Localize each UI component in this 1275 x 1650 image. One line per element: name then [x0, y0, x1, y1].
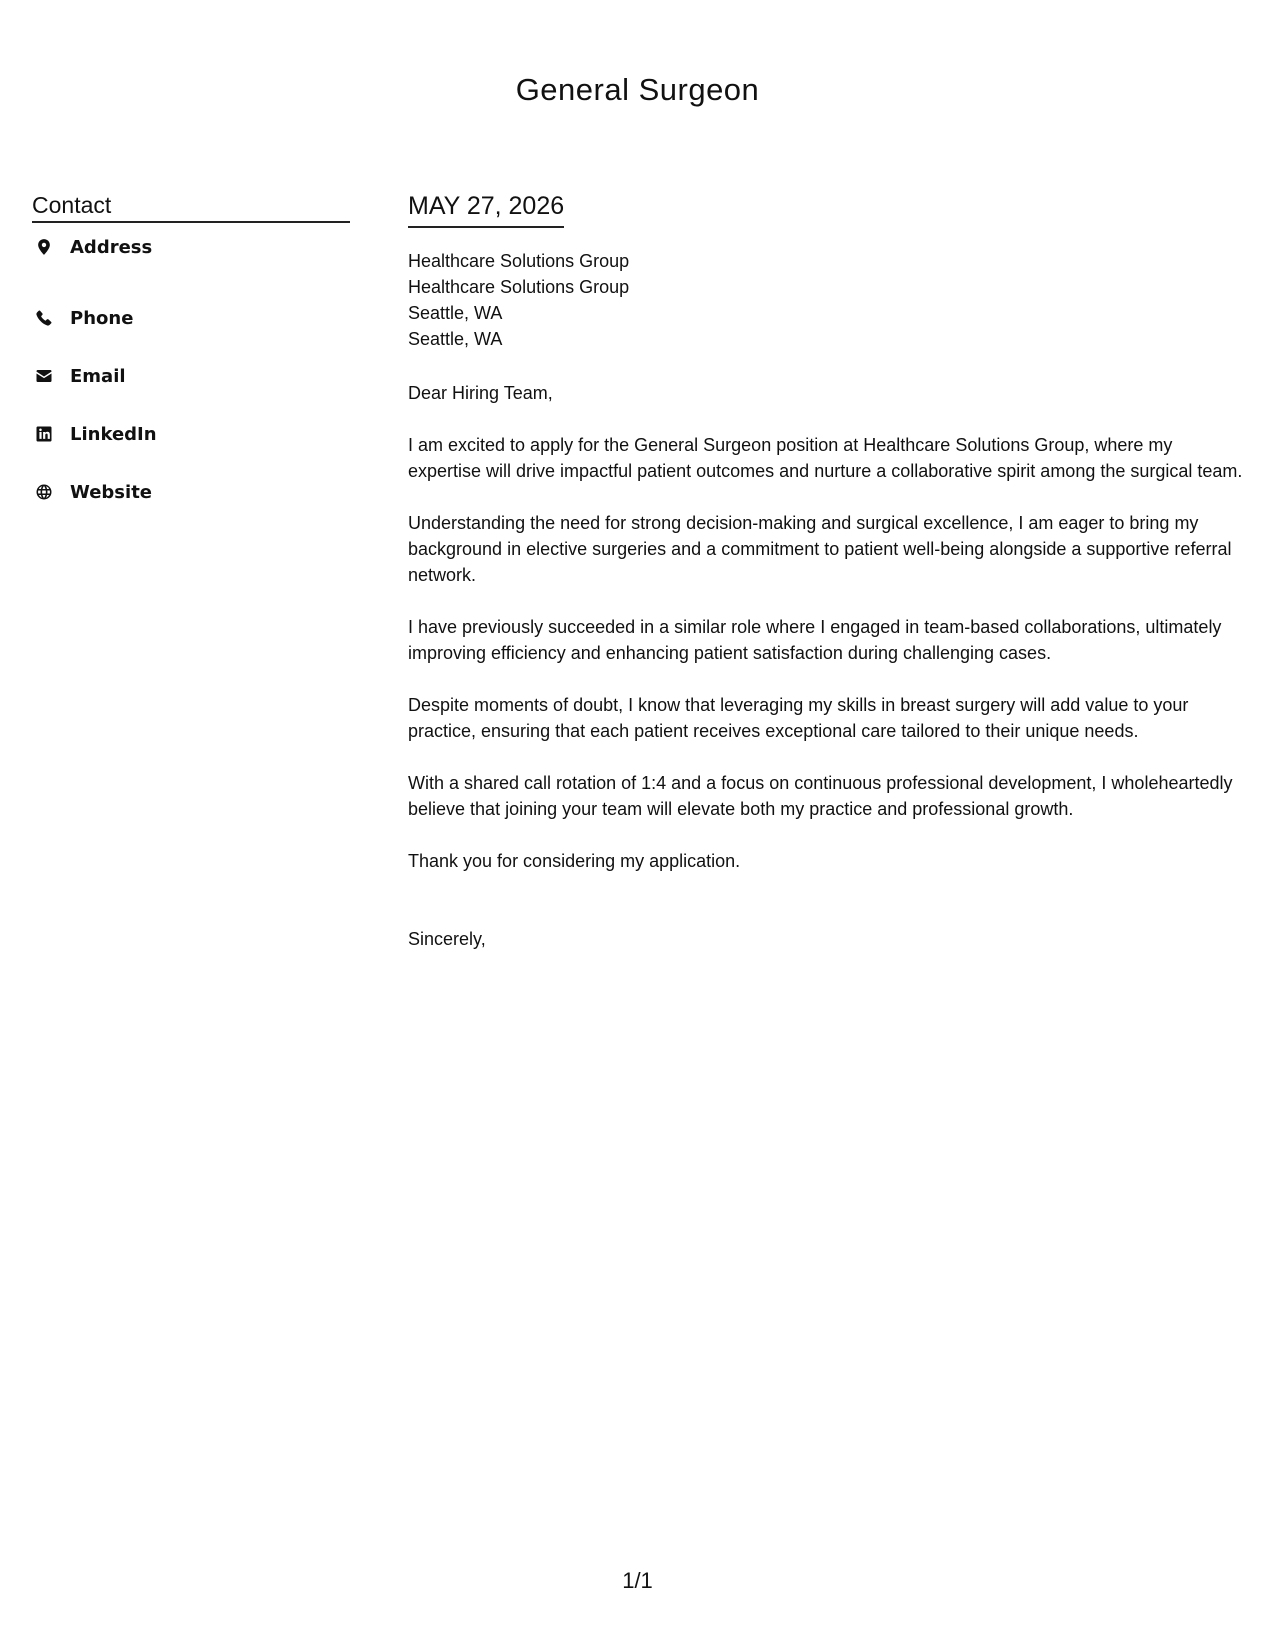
- contact-item-address[interactable]: [32, 231, 350, 263]
- page-number: 1/1: [622, 1568, 653, 1593]
- phone-icon: [34, 308, 54, 328]
- letter-date: MAY 27, 2026: [408, 192, 564, 228]
- recipient-block: [408, 248, 1244, 352]
- contact-label-address: Address: [70, 236, 153, 258]
- contact-sidebar: [32, 192, 350, 521]
- contact-heading: Contact: [32, 192, 350, 223]
- page-title: General Surgeon: [515, 72, 760, 107]
- letter-main: [408, 192, 1244, 952]
- globe-icon: [34, 482, 54, 502]
- recipient-line: Seattle, WA: [408, 329, 503, 349]
- letter-closing: Sincerely,: [408, 929, 486, 949]
- recipient-line: Healthcare Solutions Group: [408, 277, 630, 297]
- linkedin-icon: [34, 424, 54, 444]
- contact-label-phone: Phone: [70, 307, 134, 329]
- recipient-line: Seattle, WA: [408, 303, 503, 323]
- contact-label-website: Website: [70, 481, 153, 503]
- body-paragraph: I have previously succeeded in a similar role where I engaged in team-based collaborations, ultimately improving efficiency and enhancing patient satisfaction during challenging cases.: [408, 617, 1222, 663]
- envelope-icon: [34, 366, 54, 386]
- contact-item-phone[interactable]: [32, 289, 350, 347]
- body-paragraph: I am excited to apply for the General Surgeon position at Healthcare Solutions Group, where my expertise will drive impactful patient outcomes and nurture a collaborative spirit among the surgical team.: [408, 435, 1243, 481]
- contact-item-email[interactable]: [32, 347, 350, 405]
- contact-item-website[interactable]: [32, 463, 350, 521]
- body-paragraph: Despite moments of doubt, I know that leveraging my skills in breast surgery will add value to your practice, ensuring that each patient receives exceptional care tailored to their unique needs.: [408, 695, 1189, 741]
- recipient-line: Healthcare Solutions Group: [408, 251, 630, 271]
- contact-label-email: Email: [70, 365, 126, 387]
- map-pin-icon: [34, 237, 54, 257]
- salutation: Dear Hiring Team,: [408, 383, 553, 403]
- contact-label-linkedin: LinkedIn: [70, 423, 157, 445]
- body-paragraph: With a shared call rotation of 1:4 and a focus on continuous professional development, I wholeheartedly believe that joining your team will elevate both my practice and professional growth.: [408, 773, 1233, 819]
- body-paragraph: Thank you for considering my application.: [408, 851, 741, 871]
- contact-list: [32, 231, 350, 521]
- body-paragraph: Understanding the need for strong decision-making and surgical excellence, I am eager to bring my background in elective surgeries and a commitment to patient well-being alongside a supportive referral network.: [408, 513, 1232, 585]
- contact-item-linkedin[interactable]: [32, 405, 350, 463]
- letter-body: [408, 380, 1244, 874]
